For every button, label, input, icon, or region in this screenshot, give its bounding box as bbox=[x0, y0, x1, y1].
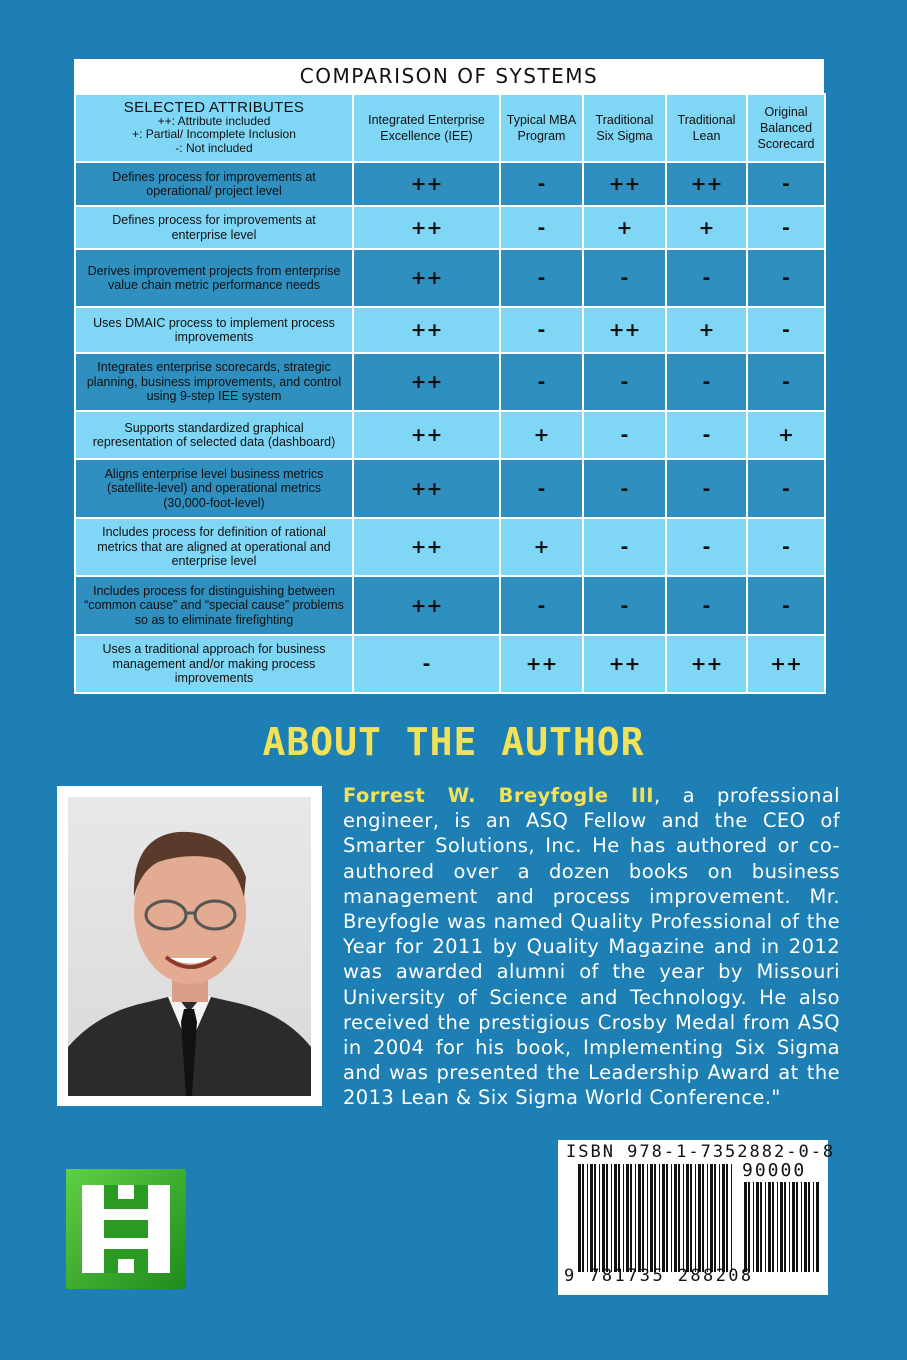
column-header-six-sigma: Traditional Six Sigma bbox=[583, 94, 666, 162]
rating-cell: ++ bbox=[353, 576, 500, 635]
rating-cell: - bbox=[583, 576, 666, 635]
rating-cell: - bbox=[666, 518, 747, 576]
rating-cell: - bbox=[666, 249, 747, 307]
table-row bbox=[75, 459, 825, 518]
rating-cell: - bbox=[666, 353, 747, 411]
rating-cell: + bbox=[583, 206, 666, 249]
rating-cell: - bbox=[500, 459, 583, 518]
rating-cell: - bbox=[500, 576, 583, 635]
rating-cell: - bbox=[666, 576, 747, 635]
about-author-heading: ABOUT THE AUTHOR bbox=[262, 720, 645, 764]
isbn-label: ISBN 978-1-7352882-0-8 bbox=[566, 1142, 836, 1162]
rating-cell: ++ bbox=[666, 635, 747, 693]
rating-cell: - bbox=[583, 459, 666, 518]
comparison-table bbox=[74, 59, 824, 694]
rating-cell: ++ bbox=[747, 635, 825, 693]
rating-cell: + bbox=[500, 411, 583, 459]
rating-cell: - bbox=[666, 459, 747, 518]
attributes-header bbox=[75, 94, 353, 162]
column-header-lean: Traditional Lean bbox=[666, 94, 747, 162]
publisher-logo-icon bbox=[66, 1169, 186, 1289]
rating-cell: - bbox=[747, 162, 825, 206]
table-row bbox=[75, 411, 825, 459]
rating-cell: + bbox=[500, 518, 583, 576]
rating-cell: - bbox=[583, 518, 666, 576]
rating-cell: ++ bbox=[353, 411, 500, 459]
rating-cell: ++ bbox=[583, 162, 666, 206]
attribute-cell: Uses a traditional approach for business management and/or making process improvements bbox=[75, 635, 353, 693]
attribute-cell: Integrates enterprise scorecards, strategic planning, business improvements, and control using 9-step IEE system bbox=[75, 353, 353, 411]
rating-cell: - bbox=[747, 353, 825, 411]
rating-cell: - bbox=[747, 518, 825, 576]
rating-cell: - bbox=[500, 353, 583, 411]
table-row bbox=[75, 353, 825, 411]
rating-cell: - bbox=[353, 635, 500, 693]
author-photo-frame bbox=[57, 786, 322, 1106]
rating-cell: - bbox=[583, 411, 666, 459]
rating-cell: + bbox=[666, 206, 747, 249]
attribute-cell: Defines process for improvements at enterprise level bbox=[75, 206, 353, 249]
attribute-cell: Includes process for distinguishing between “common cause” and “special cause” problems so as to eliminate firefighting bbox=[75, 576, 353, 635]
rating-cell: + bbox=[747, 411, 825, 459]
rating-cell: ++ bbox=[353, 518, 500, 576]
rating-cell: - bbox=[583, 249, 666, 307]
author-bio-text: , a professional engineer, is an ASQ Fellow and the CEO of Smarter Solutions, Inc. He has authored or co-authored over a dozen books on business management and process improvement. Mr. Breyfogle was named Quality Professional of the Year for 2011 by Quality Magazine and in 2012 was awarded alumni of the year by Missouri University of Science and Technology. He also received the prestigious Crosby Medal from ASQ in 2004 for his book, Implementing Six Sigma and was presented the Leadership Award at the 2013 Lean & Six Sigma World Conference." bbox=[343, 784, 840, 1110]
rating-cell: - bbox=[500, 249, 583, 307]
author-photo bbox=[68, 797, 311, 1096]
attributes-title: SELECTED ATTRIBUTES bbox=[123, 98, 305, 116]
rating-cell: ++ bbox=[353, 353, 500, 411]
table-row bbox=[75, 206, 825, 249]
attribute-cell: Derives improvement projects from enterprise value chain metric performance needs bbox=[75, 249, 353, 307]
table-title: COMPARISON OF SYSTEMS bbox=[74, 59, 824, 93]
legend-none: -: Not included bbox=[175, 140, 253, 155]
legend-partial: +: Partial/ Incomplete Inclusion bbox=[132, 127, 296, 142]
rating-cell: ++ bbox=[353, 206, 500, 249]
table-row bbox=[75, 307, 825, 353]
rating-cell: ++ bbox=[353, 307, 500, 353]
rating-cell: ++ bbox=[353, 249, 500, 307]
attribute-cell: Defines process for improvements at operational/ project level bbox=[75, 162, 353, 206]
table-row bbox=[75, 249, 825, 307]
attribute-cell: Supports standardized graphical representation of selected data (dashboard) bbox=[75, 411, 353, 459]
attribute-cell: Aligns enterprise level business metrics (satellite-level) and operational metrics (30,000-foot-level) bbox=[75, 459, 353, 518]
rating-cell: - bbox=[747, 249, 825, 307]
rating-cell: - bbox=[583, 353, 666, 411]
author-bio bbox=[343, 783, 840, 1111]
author-name: Forrest W. Breyfogle III bbox=[343, 784, 654, 807]
attribute-cell: Includes process for definition of rational metrics that are aligned at operational and enterprise level bbox=[75, 518, 353, 576]
rating-cell: + bbox=[666, 307, 747, 353]
rating-cell: - bbox=[500, 162, 583, 206]
rating-cell: - bbox=[500, 206, 583, 249]
rating-cell: - bbox=[747, 307, 825, 353]
rating-cell: ++ bbox=[353, 459, 500, 518]
comparison-rows bbox=[75, 162, 825, 693]
legend-full: ++: Attribute included bbox=[157, 113, 271, 128]
rating-cell: - bbox=[500, 307, 583, 353]
comparison-grid bbox=[74, 93, 826, 694]
table-row bbox=[75, 576, 825, 635]
rating-cell: - bbox=[747, 206, 825, 249]
rating-cell: ++ bbox=[583, 635, 666, 693]
table-row bbox=[75, 635, 825, 693]
column-header-balanced-scorecard: Original Balanced Scorecard bbox=[747, 94, 825, 162]
attribute-cell: Uses DMAIC process to implement process improvements bbox=[75, 307, 353, 353]
rating-cell: ++ bbox=[666, 162, 747, 206]
barcode-digits: 9 781735 288208 bbox=[564, 1266, 754, 1286]
table-row bbox=[75, 518, 825, 576]
column-header-mba: Typical MBA Program bbox=[500, 94, 583, 162]
rating-cell: ++ bbox=[353, 162, 500, 206]
column-header-iee: Integrated Enterprise Excellence (IEE) bbox=[353, 94, 500, 162]
rating-cell: ++ bbox=[583, 307, 666, 353]
rating-cell: - bbox=[666, 411, 747, 459]
table-row bbox=[75, 162, 825, 206]
rating-cell: ++ bbox=[500, 635, 583, 693]
price-code: 90000 bbox=[742, 1160, 807, 1181]
rating-cell: - bbox=[747, 459, 825, 518]
isbn-barcode bbox=[558, 1140, 836, 1295]
rating-cell: - bbox=[747, 576, 825, 635]
